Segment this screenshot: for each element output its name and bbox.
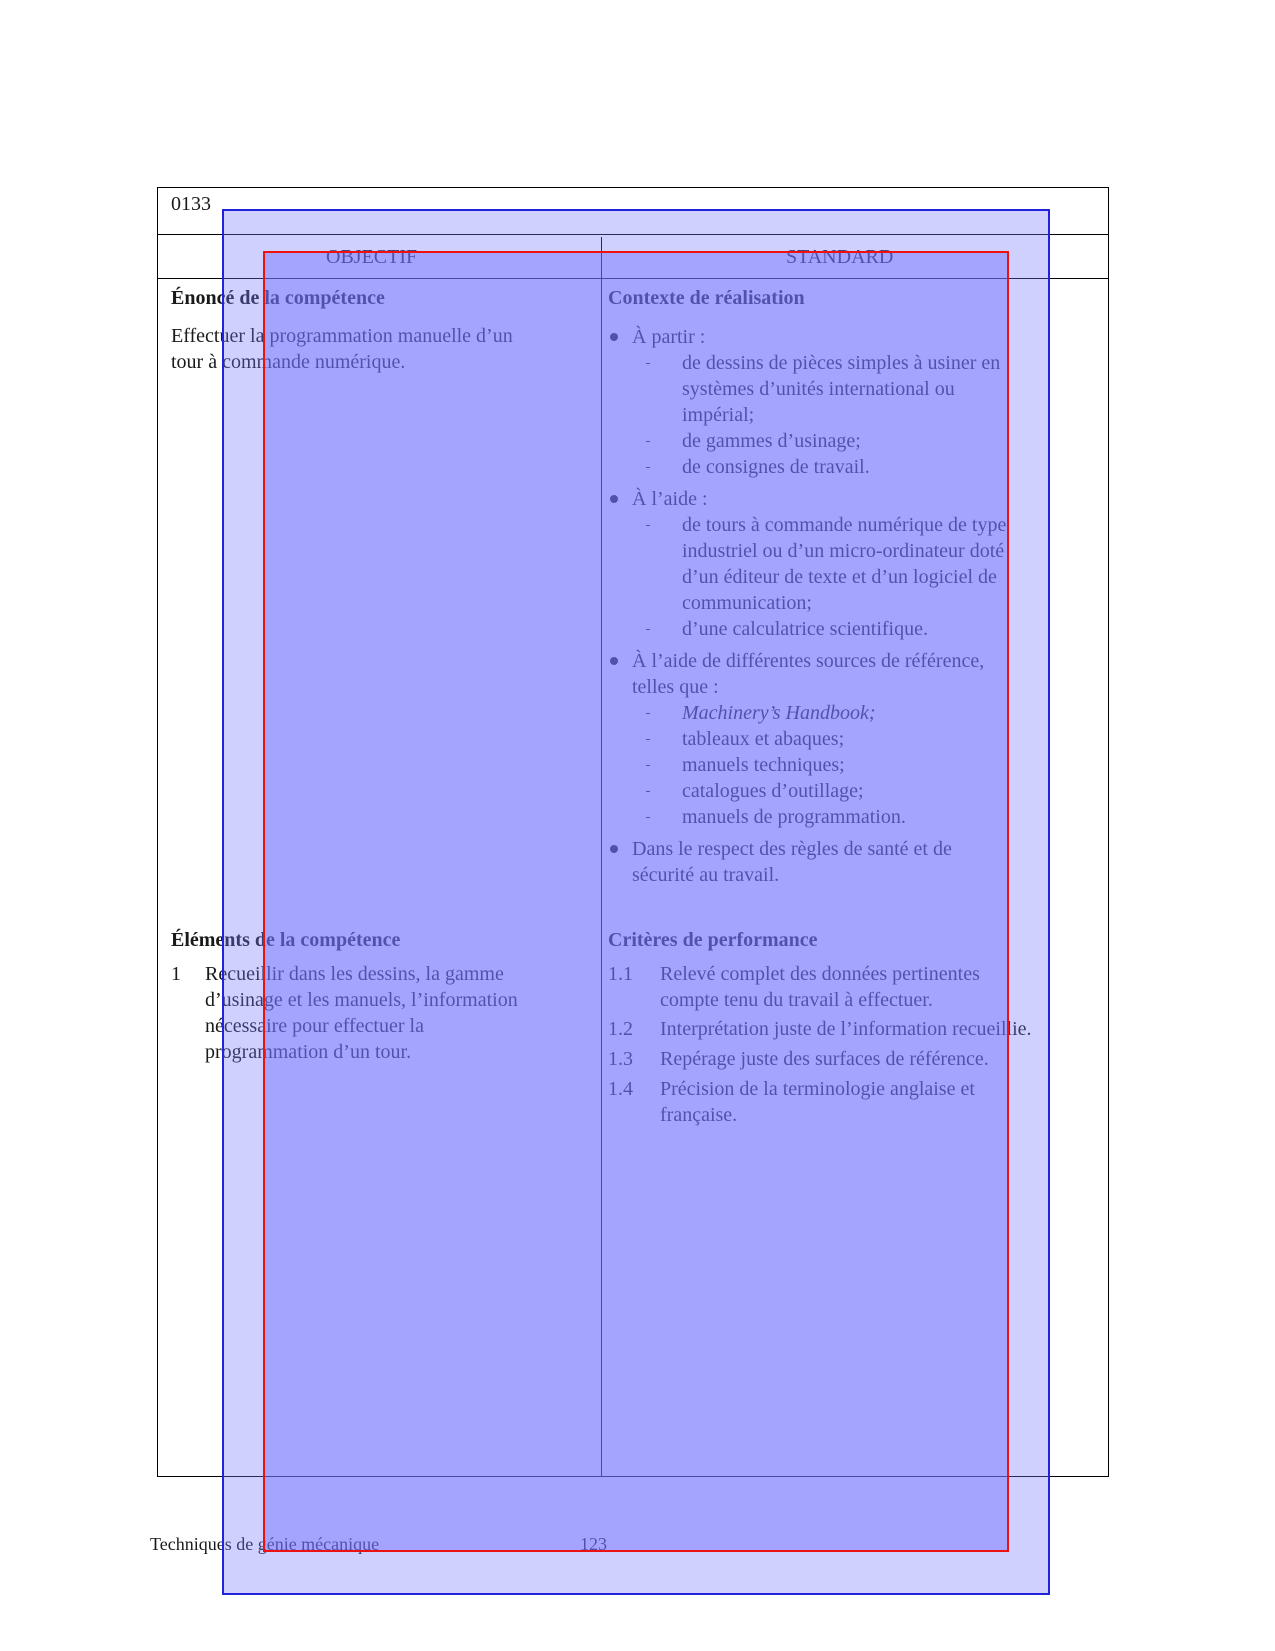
context-item-line: tableaux et abaques; <box>682 728 845 750</box>
critere-number: 1.3 <box>608 1048 633 1070</box>
context-item-line: communication; <box>682 592 812 614</box>
page-number: 123 <box>580 1534 607 1554</box>
critere-number: 1.2 <box>608 1018 633 1040</box>
enonce-line: tour à commande numérique. <box>171 351 406 373</box>
context-group-head: sécurité au travail. <box>632 864 780 886</box>
enonce-line: Effectuer la programmation manuelle d’un <box>171 325 513 347</box>
context-item-line: manuels de programmation. <box>682 806 906 828</box>
critere-line: française. <box>660 1104 738 1126</box>
element-line: d’usinage et les manuels, l’information <box>205 989 518 1011</box>
context-group-head: À l’aide : <box>632 488 708 510</box>
critere-line: Précision de la terminologie anglaise et <box>660 1078 975 1100</box>
header-standard: STANDARD <box>786 246 894 268</box>
context-item-line: catalogues d’outillage; <box>682 780 864 802</box>
context-item-line: Machinery’s Handbook; <box>682 702 876 724</box>
context-item-line: de dessins de pièces simples à usiner en <box>682 352 1001 374</box>
element-line: nécessaire pour effectuer la <box>205 1015 424 1037</box>
element-line: Recueillir dans les dessins, la gamme <box>205 963 504 985</box>
critere-number: 1.1 <box>608 963 633 985</box>
critere-line: compte tenu du travail à effectuer. <box>660 989 933 1011</box>
enonce-title: Énoncé de la compétence <box>171 287 385 309</box>
context-group-head: telles que : <box>632 676 719 698</box>
element-line: programmation d’un tour. <box>205 1041 412 1063</box>
header-objectif: OBJECTIF <box>326 246 418 268</box>
critere-line: Repérage juste des surfaces de référence. <box>660 1048 989 1070</box>
context-item-line: de tours à commande numérique de type <box>682 514 1007 536</box>
context-item-line: impérial; <box>682 404 755 426</box>
context-item-line: de consignes de travail. <box>682 456 870 478</box>
competence-code: 0133 <box>171 193 211 215</box>
context-item-line: industriel ou d’un micro-ordinateur doté <box>682 540 1005 562</box>
element-number: 1 <box>171 963 181 985</box>
footer-program: Techniques de génie mécanique <box>150 1534 380 1554</box>
elements-title: Éléments de la compétence <box>171 929 401 951</box>
context-group-head: Dans le respect des règles de santé et de <box>632 838 952 860</box>
context-item-line: systèmes d’unités international ou <box>682 378 955 400</box>
critere-number: 1.4 <box>608 1078 633 1100</box>
critere-line: Interprétation juste de l’information recueillie. <box>660 1018 1032 1040</box>
criteres-title: Critères de performance <box>608 929 818 951</box>
context-group-head: À partir : <box>632 326 706 348</box>
critere-line: Relevé complet des données pertinentes <box>660 963 980 985</box>
overlay-inner-box <box>263 251 1009 1552</box>
context-item-line: d’une calculatrice scientifique. <box>682 618 928 640</box>
context-group-head: À l’aide de différentes sources de référence, <box>632 650 985 672</box>
context-item-line: d’un éditeur de texte et d’un logiciel de <box>682 566 997 588</box>
context-item-line: de gammes d’usinage; <box>682 430 861 452</box>
contexte-title: Contexte de réalisation <box>608 287 805 309</box>
context-item-line: manuels techniques; <box>682 754 845 776</box>
